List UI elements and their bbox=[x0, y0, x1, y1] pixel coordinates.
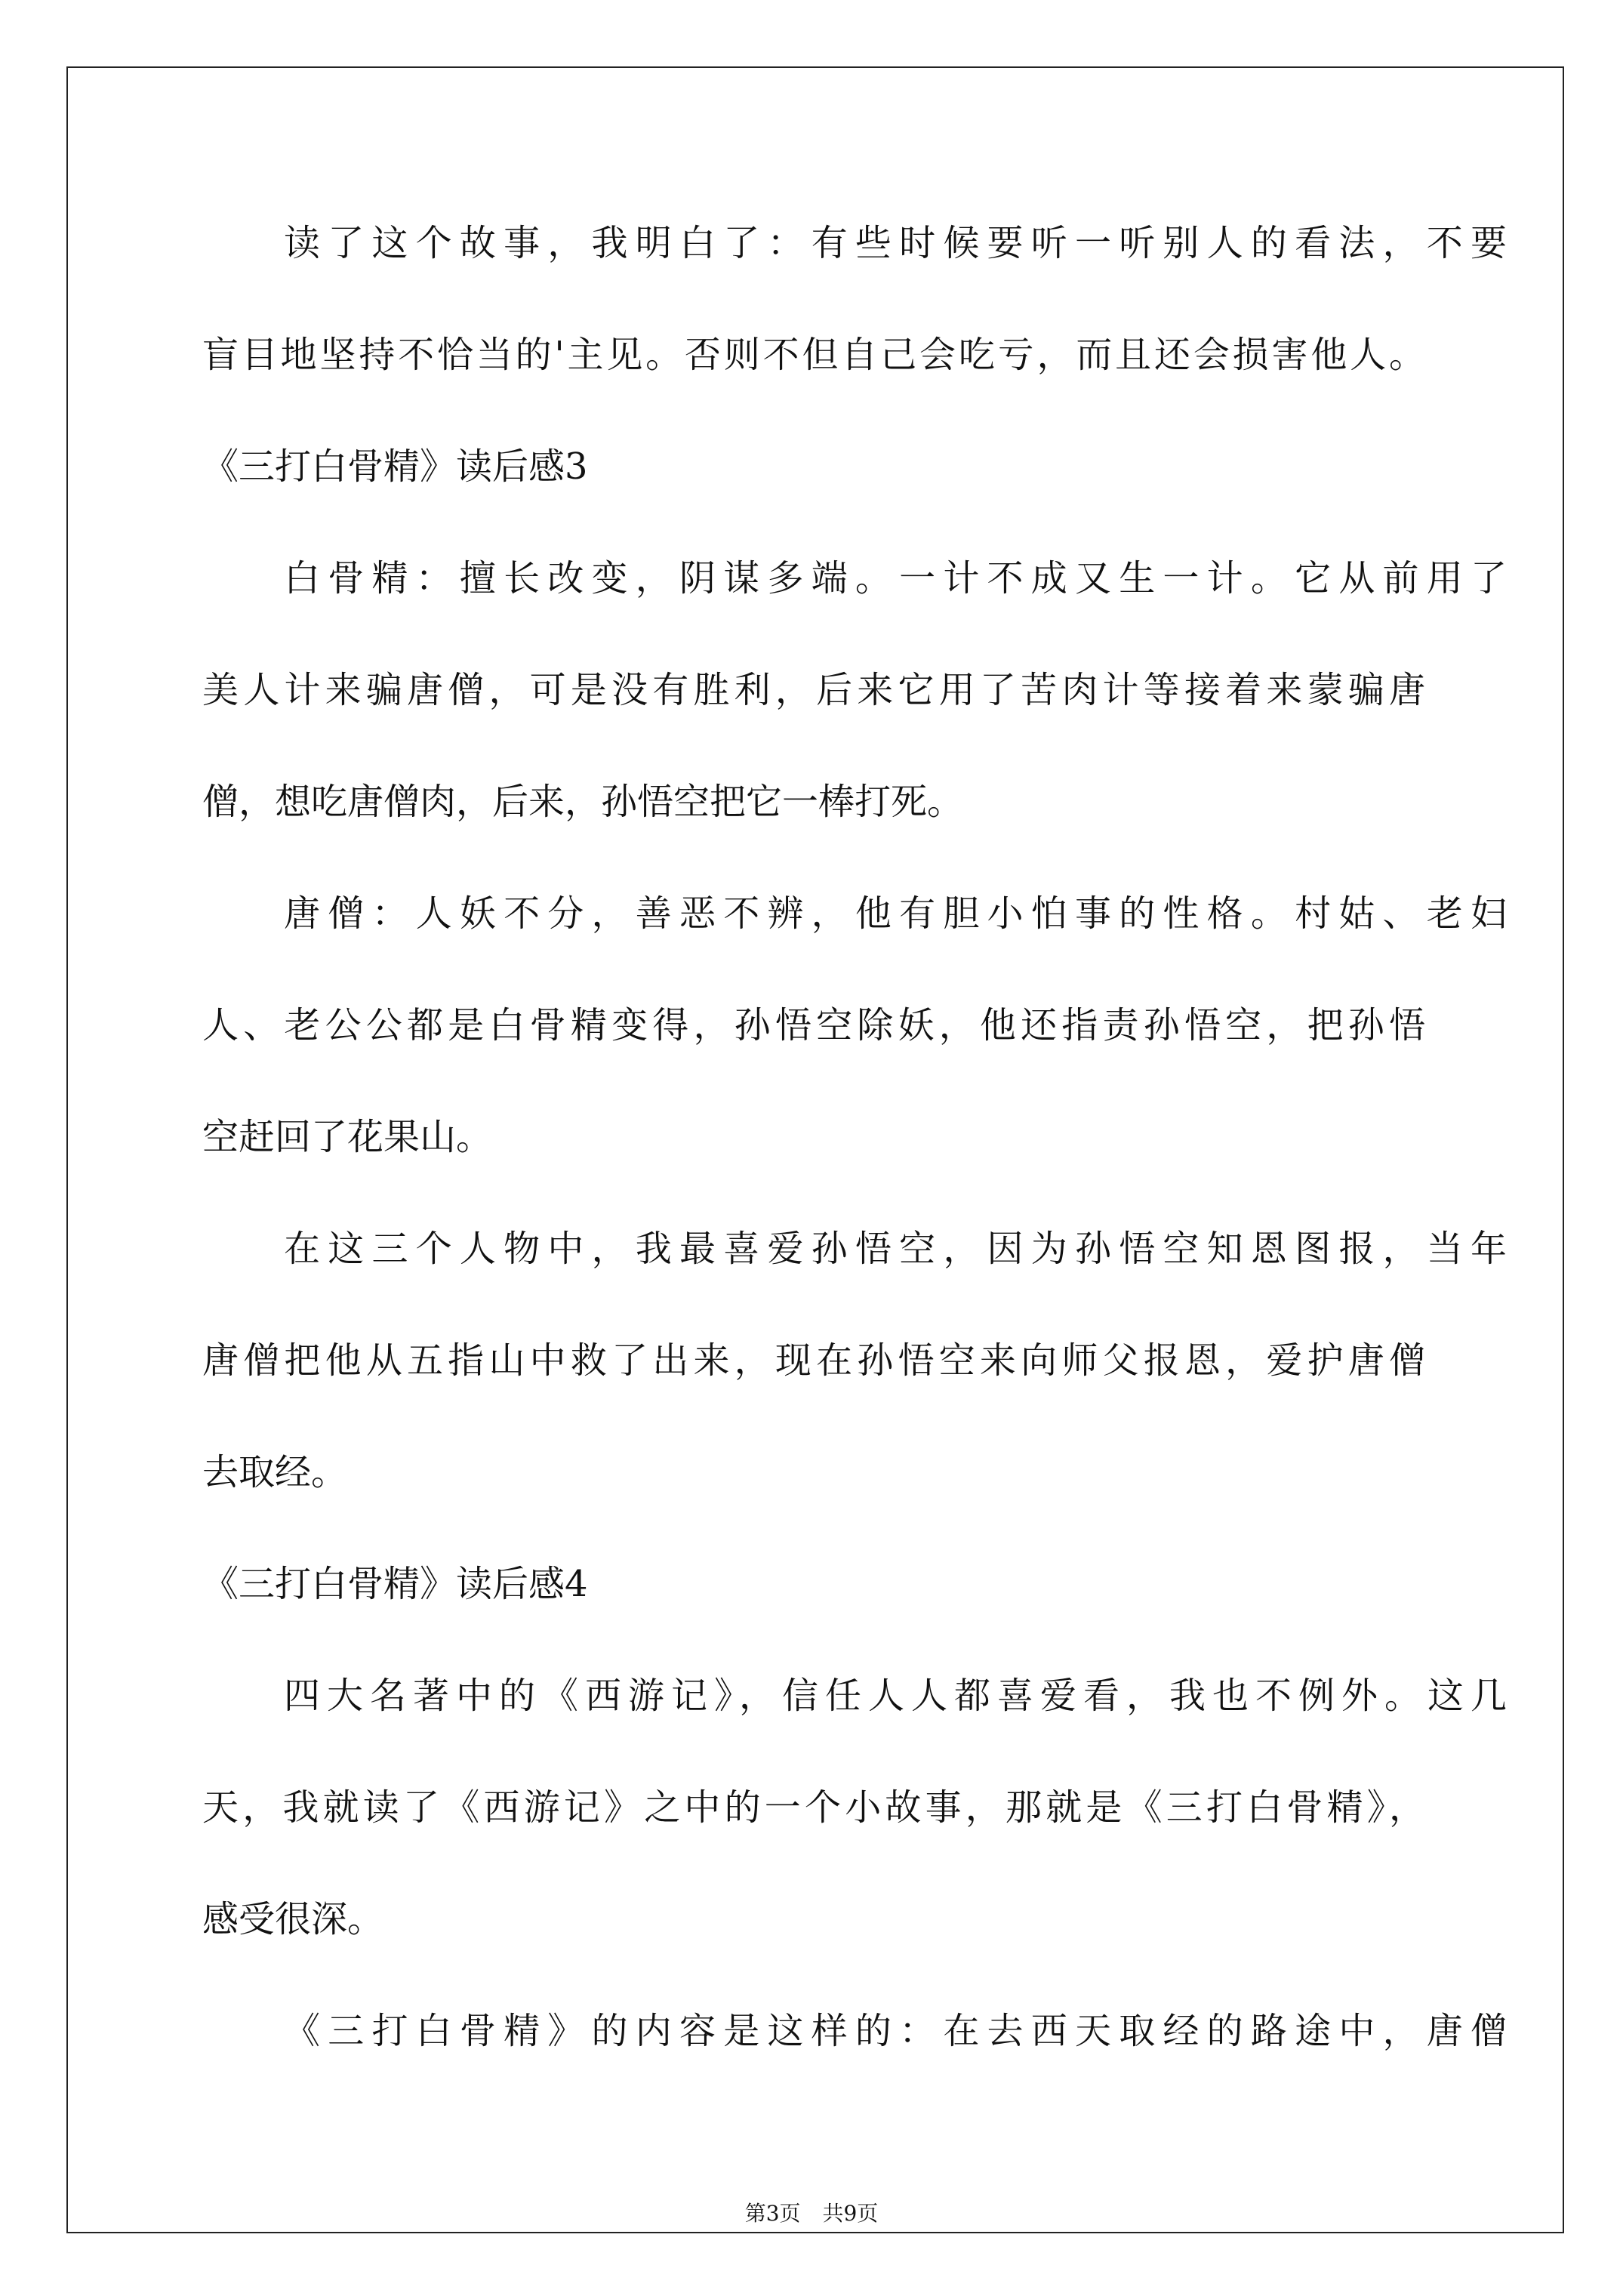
paragraph-line: 白骨精：擅长改变，阴谋多端。一计不成又生一计。它从前用了 bbox=[284, 557, 1507, 599]
paragraph-line: 《三打白骨精》的内容是这样的：在去西天取经的路途中，唐僧 bbox=[284, 2010, 1507, 2052]
section-heading: 《三打白骨精》读后感3 bbox=[202, 445, 588, 488]
paragraph-line: 天，我就读了《西游记》之中的一个小故事，那就是《三打白骨精》， bbox=[202, 1786, 1425, 1829]
paragraph-line: 唐僧把他从五指山中救了出来，现在孙悟空来向师父报恩，爱护唐僧 bbox=[202, 1339, 1425, 1382]
paragraph-line: 僧，想吃唐僧肉，后来，孙悟空把它一棒打死。 bbox=[202, 781, 964, 823]
paragraph-line: 唐僧：人妖不分，善恶不辨，他有胆小怕事的性格。村姑、老妇 bbox=[284, 892, 1507, 935]
paragraph-line: 美人计来骗唐僧，可是没有胜利，后来它用了苦肉计等接着来蒙骗唐 bbox=[202, 669, 1425, 711]
paragraph-line: 读了这个故事，我明白了：有些时候要听一听别人的看法，不要 bbox=[284, 222, 1507, 264]
page-number: 第3页 bbox=[744, 2201, 801, 2226]
paragraph-line: 空赶回了花果山。 bbox=[202, 1116, 493, 1158]
paragraph-line: 四大名著中的《西游记》，信任人人都喜爱看，我也不例外。这几 bbox=[284, 1675, 1507, 1717]
page-total: 共9页 bbox=[822, 2201, 879, 2226]
paragraph-line: 人、老公公都是白骨精变得，孙悟空除妖，他还指责孙悟空，把孙悟 bbox=[202, 1004, 1425, 1046]
paragraph-line: 在这三个人物中，我最喜爱孙悟空，因为孙悟空知恩图报，当年 bbox=[284, 1228, 1507, 1270]
paragraph-line: 盲目地坚持不恰当的'主见。否则不但自己会吃亏，而且还会损害他人。 bbox=[202, 334, 1425, 376]
paragraph-line: 去取经。 bbox=[202, 1451, 348, 1493]
paragraph-line: 感受很深。 bbox=[202, 1898, 384, 1940]
page-footer bbox=[0, 2197, 1623, 2227]
section-heading: 《三打白骨精》读后感4 bbox=[202, 1563, 588, 1605]
